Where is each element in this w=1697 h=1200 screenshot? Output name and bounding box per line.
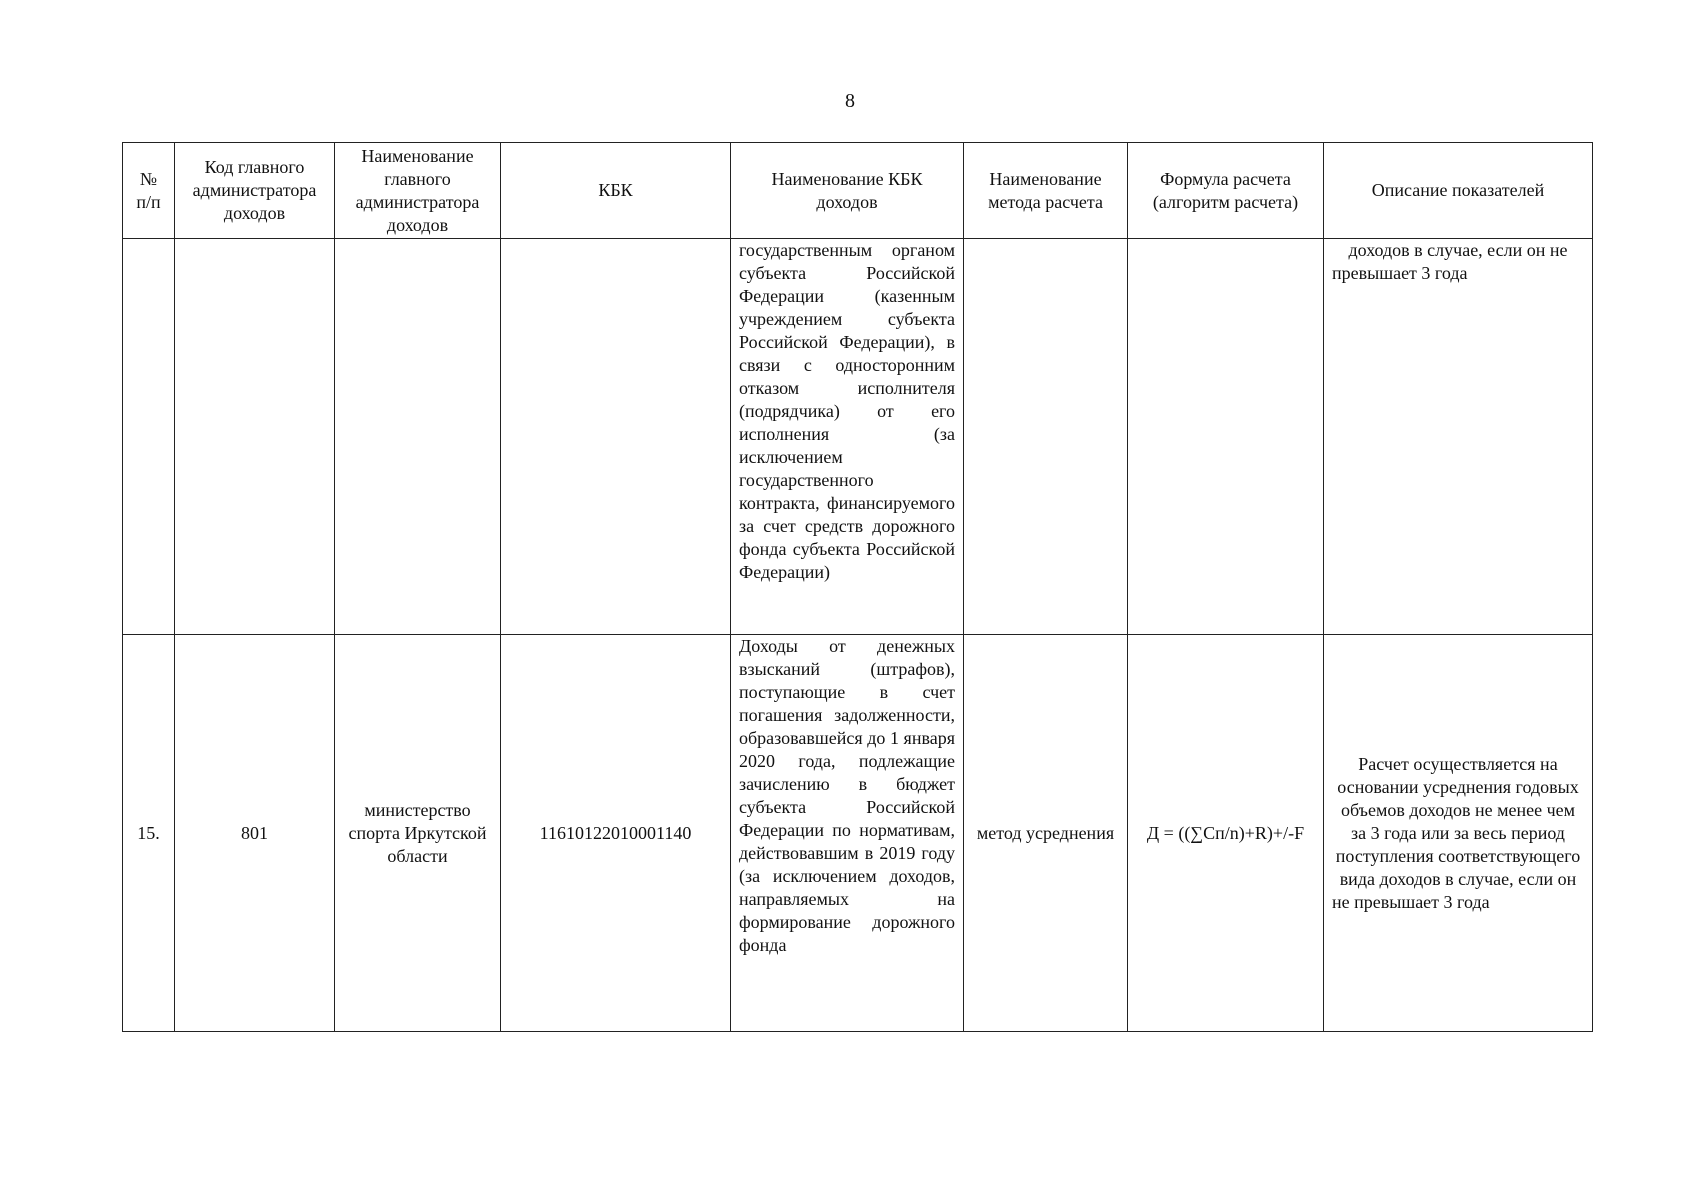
- header-method: Наименование метода расчета: [964, 143, 1128, 239]
- header-description: Описание показателей: [1324, 143, 1593, 239]
- cell-admin-name-empty: [335, 239, 501, 635]
- cell-admin-name: министерство спорта Иркутской области: [335, 635, 501, 1032]
- cell-admin-code: 801: [175, 635, 335, 1032]
- cell-kbk: 11610122010001140: [501, 635, 731, 1032]
- cell-kbk-empty: [501, 239, 731, 635]
- cell-admin-code-empty: [175, 239, 335, 635]
- header-formula: Формула расчета (алгоритм расчета): [1128, 143, 1324, 239]
- header-kbk: КБК: [501, 143, 731, 239]
- cell-num-empty: [123, 239, 175, 635]
- header-num: № п/п: [123, 143, 175, 239]
- revenue-method-table: [122, 142, 1593, 1032]
- cell-kbk-name-continued: государственным органом субъекта Российской Федерации (казенным учреждением субъекта Российской Федерации), в связи с односторонним отказом исполнителя (подрядчика) от его исполнения (за исключением государственного контракта, финансируемого за счет средств дорожного фонда субъекта Российской Федерации): [731, 239, 964, 635]
- table-header-row: [123, 143, 1593, 239]
- cell-formula: Д = ((∑Сп/n)+R)+/-F: [1128, 635, 1324, 1032]
- cell-description: Расчет осуществляется на основании усреднения годовых объемов доходов не менее чем за 3 года или за весь период поступления соответствующего вида доходов в случае, если он не превышает 3 года: [1324, 635, 1593, 1032]
- header-admin-code: Код главного администратора доходов: [175, 143, 335, 239]
- cell-kbk-name: Доходы от денежных взысканий (штрафов), поступающие в счет погашения задолженности, образовавшейся до 1 января 2020 года, подлежащие зачислению в бюджет субъекта Российской Федерации по нормативам, действовавшим в 2019 году (за исключением доходов, направляемых на формирование дорожного фонда: [739, 636, 955, 955]
- cell-method-empty: [964, 239, 1128, 635]
- cell-description-continued: доходов в случае, если он не превышает 3 года: [1324, 239, 1593, 635]
- table-row-15: [123, 635, 1593, 1032]
- page-number: 8: [845, 90, 855, 112]
- cell-kbk-name-wrapper: [731, 635, 964, 1032]
- table-row-continued: [123, 239, 1593, 635]
- cell-num: 15.: [123, 635, 175, 1032]
- cell-method: метод усреднения: [964, 635, 1128, 1032]
- header-admin-name: Наименование главного администратора доходов: [335, 143, 501, 239]
- header-kbk-name: Наименование КБК доходов: [731, 143, 964, 239]
- cell-formula-empty: [1128, 239, 1324, 635]
